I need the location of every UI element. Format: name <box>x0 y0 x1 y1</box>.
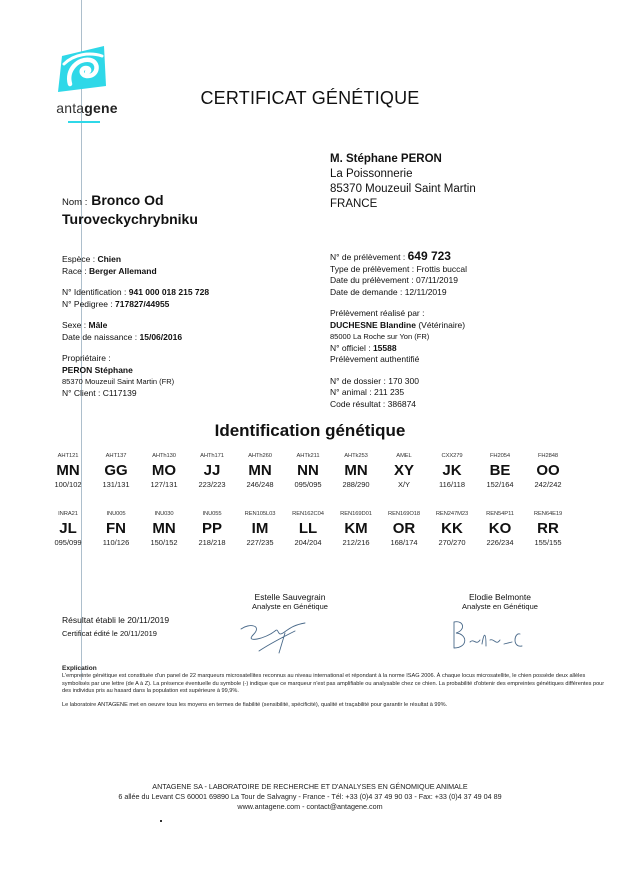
marker-cell: REN105L03 IM 227/235 <box>244 511 276 547</box>
authentic-note: Prélèvement authentifié <box>330 354 420 364</box>
pedigree-row: N° Pedigree : 717827/44955 <box>62 298 170 309</box>
client-row: N° Client : C117139 <box>62 387 137 398</box>
marker-cell: INU055 PP 218/218 <box>198 511 226 547</box>
page-title: CERTIFICAT GÉNÉTIQUE <box>200 88 420 108</box>
animal-name <box>62 192 198 228</box>
identification-row: N° Identification : 941 000 018 215 728 <box>62 287 210 297</box>
marker-cell: AHTh171 JJ 223/223 <box>198 453 226 489</box>
name-line2: Turoveckychrybniku <box>62 211 198 227</box>
recipient-line2: 85370 Mouzeuil Saint Martin <box>330 183 476 195</box>
vet-address: 85000 La Roche sur Yon (FR) <box>330 332 430 341</box>
signer-role: Analyste en Génétique <box>462 602 538 611</box>
result-code-row: Code résultat : 386874 <box>330 398 417 409</box>
marker-cell: REN247M23 KK 270/270 <box>435 511 469 547</box>
signature-block-1 <box>220 592 360 612</box>
recipient-address <box>330 152 476 212</box>
owner-label: Propriétaire : <box>62 353 111 363</box>
species-row: Espèce : Chien <box>62 254 122 264</box>
marker-cell: AHTk253 MN 288/290 <box>342 453 370 489</box>
recipient-name: M. Stéphane PERON <box>330 153 442 165</box>
sample-number-row: N° de prélèvement : 649 723 <box>330 249 451 263</box>
animal-number-row: N° animal : 211 235 <box>330 387 405 397</box>
signer-name: Estelle Sauvegrain <box>254 592 326 602</box>
marker-cell: INRA21 JL 095/099 <box>54 511 82 547</box>
footer-address: 6 allée du Levant CS 60001 69890 La Tour de Salvagny - France - Tél: +33 (0)4 37 49 90 03 - Fax: +33 (0)4 37 49 04 89 <box>118 792 502 801</box>
sample-details <box>330 251 600 410</box>
marker-row-1 <box>44 452 604 490</box>
marker-cell: AHTk211 NN 095/095 <box>294 453 322 489</box>
antagene-logo <box>52 42 122 127</box>
signer-name: Elodie Belmonte <box>469 592 531 602</box>
footer-company: ANTAGENE SA - LABORATOIRE DE RECHERCHE ET D'ANALYSES EN GÉNOMIQUE ANIMALE <box>152 782 468 791</box>
marker-cell: REN162C04 LL 204/204 <box>292 511 324 547</box>
signer-role: Analyste en Génétique <box>252 602 328 611</box>
explication-paragraph-1: L'empreinte génétique est constituée d'un panel de 22 marqueurs microsatellites reconnus au niveau international et répondant à la norme ISAG 2006. À chaque locus microsatellite, le chien possède deux allèles symbolisés par une lettre (de A à Z). La présence éventuelle du symbole (-) indique que ce marqueur n'est pas amplifiable ou analysable chez ce chien. La probabilité d'obtenir des empreintes génétiques différentes pour des individus pris au hasard dans la population est supérieure à 99,9%. <box>62 672 605 695</box>
vet-row: DUCHESNE Blandine (Vétérinaire) <box>330 319 466 330</box>
sample-date-row: Date du prélèvement : 07/11/2019 <box>330 275 458 285</box>
explication-paragraph-2: Le laboratoire ANTAGENE met en oeuvre tous les moyens en termes de fiabilité (sensibilité, spécificité), qualité et traçabilité pour garantir le résultat à 99%. <box>62 702 448 709</box>
result-dates <box>62 614 169 640</box>
marker-cell: AHT137 GG 131/131 <box>102 453 130 489</box>
marker-cell: REN169D01 KM 212/216 <box>340 511 372 547</box>
file-row: N° de dossier : 170 300 <box>330 375 419 386</box>
logo-wordmark: antagene <box>56 100 118 116</box>
marker-cell: INU005 FN 110/126 <box>102 511 130 547</box>
scan-speck <box>160 820 162 822</box>
footer <box>0 782 620 812</box>
signature-drawing-1 <box>235 615 315 655</box>
name-line1: Bronco Od <box>91 192 164 208</box>
marker-cell: REN169O18 OR 168/174 <box>388 511 420 547</box>
marker-cell: REN64E19 RR 155/155 <box>533 511 563 547</box>
marker-cell: AHTh260 MN 246/248 <box>246 453 274 489</box>
marker-cell: CXX279 JK 116/118 <box>439 453 465 489</box>
breed-row: Race : Berger Allemand <box>62 265 157 276</box>
recipient-country: FRANCE <box>330 198 378 210</box>
recipient-line1: La Poissonnerie <box>330 168 413 180</box>
marker-cell: FH2054 BE 152/164 <box>486 453 514 489</box>
marker-row-2 <box>44 510 604 548</box>
owner-name: PERON Stéphane <box>62 364 133 375</box>
sampled-by-label: Prélèvement réalisé par : <box>330 308 425 318</box>
birthdate-row: Date de naissance : 15/06/2016 <box>62 331 183 342</box>
animal-details <box>62 254 312 399</box>
explication <box>62 665 610 710</box>
marker-cell: INU030 MN 150/152 <box>150 511 178 547</box>
marker-cell: FH2848 OO 242/242 <box>534 453 562 489</box>
result-established: Résultat établi le 20/11/2019 <box>62 615 170 625</box>
official-row: N° officiel : 15588 <box>330 342 397 353</box>
name-label: Nom : <box>62 197 88 208</box>
logo-underline <box>68 121 100 123</box>
marker-cell: AHT121 MN 100/102 <box>54 453 82 489</box>
marker-cell: AHTh130 MO 127/131 <box>150 453 178 489</box>
marker-cell: AMEL XY X/Y <box>393 453 414 489</box>
request-date-row: Date de demande : 12/11/2019 <box>330 286 447 297</box>
owner-address: 85370 Mouzeuil Saint Martin (FR) <box>62 377 175 386</box>
sex-row: Sexe : Mâle <box>62 320 108 330</box>
signature-block-2 <box>430 592 570 612</box>
explication-heading: Explication <box>62 665 97 672</box>
sample-type-row: Type de prélèvement : Frottis buccal <box>330 263 468 274</box>
footer-contact: www.antagene.com - contact@antagene.com <box>237 802 383 811</box>
signature-drawing-2 <box>450 618 530 654</box>
certificate-edited: Certificat édité le 20/11/2019 <box>62 629 157 638</box>
identification-title: Identification génétique <box>214 421 406 440</box>
antagene-spiral-icon <box>56 46 110 92</box>
marker-cell: REN54P11 KO 226/234 <box>486 511 514 547</box>
